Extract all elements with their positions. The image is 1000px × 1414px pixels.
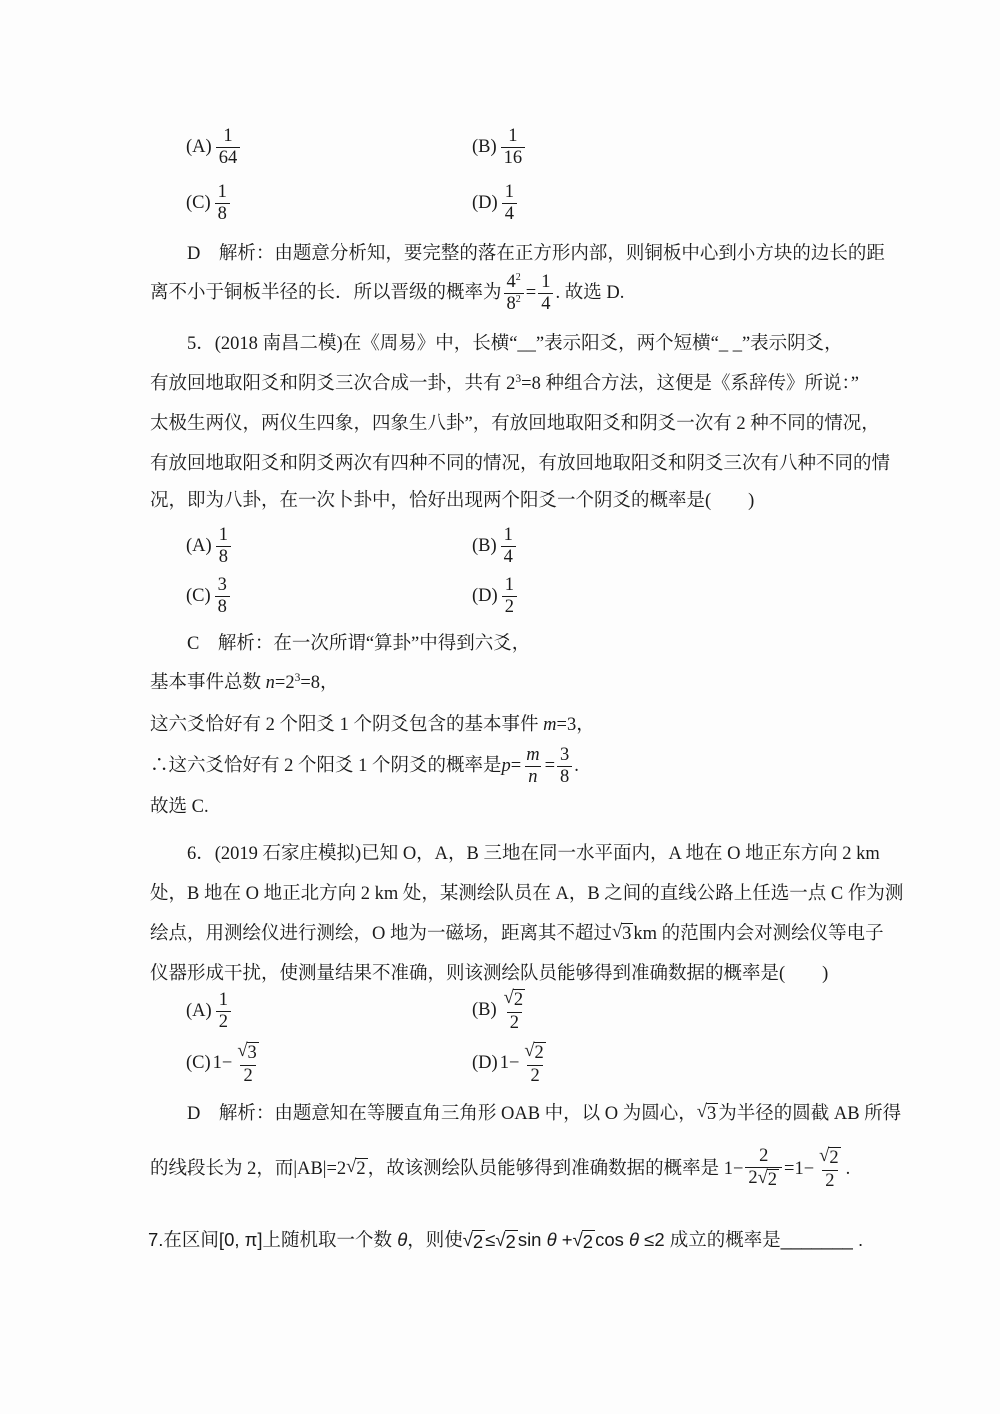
fraction-numerator: m: [526, 744, 540, 765]
q7-pre: 7.在区间[0, π]上随机取一个数: [148, 1229, 398, 1250]
exponent: 2: [515, 271, 521, 283]
fraction-denominator: 8: [216, 546, 231, 568]
fraction-denominator: [745, 1167, 782, 1192]
fraction-numerator: [521, 1041, 548, 1065]
q6-option-b: [472, 988, 530, 1034]
fraction-denominator: 2: [216, 1011, 231, 1033]
fraction-numerator: 1: [217, 181, 227, 202]
variable-m: m: [543, 715, 557, 735]
q4-result-fraction: [538, 272, 553, 314]
option-label: (A): [186, 136, 212, 157]
q7-stem-line: [148, 1226, 863, 1253]
less-equal-sign: ≤: [485, 1229, 496, 1250]
q6-options-row-1: [186, 988, 530, 1034]
q4-options-row-1: [186, 126, 527, 168]
q6-expl2-pre: 的线段长为 2，而|AB|=2: [150, 1158, 347, 1179]
radicand: 2: [767, 1169, 778, 1190]
q6-expl1-post: 为半径的圆截 AB 所得: [718, 1103, 902, 1124]
fraction-numerator: 1: [504, 574, 514, 595]
q5-line2-post: =8 种组合方法，这便是《系辞传》所说：”: [521, 374, 859, 394]
equals-sign: =: [510, 755, 522, 776]
q6-stem-line-3: [150, 916, 884, 952]
radical-sign: √: [462, 1229, 473, 1250]
q4-expl2-tail: . 故选 D.: [555, 282, 625, 303]
fraction-numerator: 1: [503, 524, 513, 545]
q5-expl2-mid: =2: [274, 673, 295, 693]
fraction-numerator: [234, 1041, 261, 1065]
fraction-numerator: [504, 272, 524, 293]
fraction-numerator: 1: [218, 524, 228, 545]
variable-p: p: [501, 755, 511, 776]
q5-option-b: [472, 525, 518, 567]
answer-blank: _______: [780, 1229, 853, 1250]
q6-prob-fraction: [745, 1146, 782, 1192]
fraction-denominator: 16: [501, 147, 526, 169]
sqrt-radical: [346, 1158, 367, 1181]
option-label: (B): [472, 1000, 497, 1021]
sqrt-radical: [612, 923, 633, 946]
fraction-denominator: [504, 293, 524, 315]
q6-expl2-post: .: [845, 1158, 851, 1179]
radicand: 3: [247, 1043, 257, 1064]
base: 8: [506, 293, 516, 314]
cos-function: cos: [595, 1229, 629, 1250]
q4-explanation-line-2: [150, 263, 624, 323]
base: 4: [506, 271, 516, 292]
q7-end-period: .: [852, 1229, 864, 1250]
fraction-denominator: 2: [240, 1065, 255, 1087]
radical-sign: √: [346, 1156, 357, 1177]
one-minus: 1−: [499, 1053, 520, 1074]
fraction-denominator: 2: [527, 1065, 542, 1087]
q5-mn-fraction: [523, 745, 542, 787]
exponent: 2: [515, 293, 521, 305]
one-minus: 1−: [212, 1053, 233, 1074]
q5-expl2-pre: 基本事件总数: [150, 673, 266, 693]
option-label: (D): [472, 192, 498, 213]
q5-options-row-1: [186, 524, 518, 568]
q5-expl3-pre: 这六爻恰好有 2 个阳爻 1 个阴爻包含的基本事件: [150, 715, 544, 735]
plus-sign: +: [556, 1229, 573, 1250]
radicand: 2: [356, 1158, 366, 1179]
radical-sign: √: [524, 1041, 535, 1062]
q5-explanation-line-1: C 解析：在一次所谓“算卦”中得到六爻，: [187, 634, 531, 654]
q5-stem-line-5: 况，即为八卦，在一次卜卦中，恰好出现两个阳爻一个阴爻的概率是( ): [150, 491, 755, 511]
q6-explanation-line-1: [187, 1096, 901, 1132]
q5-line2-pre: 有放回地取阳爻和阴爻三次合成一卦，共有 2: [150, 374, 516, 394]
fraction: [216, 990, 231, 1032]
q6-stem-line-1: 6．(2019 石家庄模拟)已知 O，A，B 三地在同一水平面内，A 地在 O 地正东方向 2 km: [187, 844, 880, 864]
q5-options-row-2: [186, 574, 519, 618]
variable-theta: θ: [397, 1229, 408, 1250]
sin-function: sin: [517, 1229, 547, 1250]
fraction: [501, 525, 516, 567]
fraction-denominator: 2: [507, 1012, 522, 1034]
variable-theta: θ: [629, 1229, 640, 1250]
fraction: [502, 575, 517, 617]
radical-sign: √: [819, 1146, 830, 1167]
exponent: 3: [515, 372, 522, 385]
fraction: [502, 182, 517, 224]
q5-stem-line-4: 有放回地取阳爻和阴爻两次有四种不同的情况，有放回地取阳爻和阴爻三次有八种不同的情: [150, 454, 891, 474]
radicand: 2: [534, 1043, 544, 1064]
q6-option-a: [186, 990, 472, 1032]
q5-option-d: [472, 575, 519, 617]
sqrt-radical: [524, 1042, 545, 1065]
radicand: 2: [829, 1148, 839, 1169]
fraction: [215, 575, 230, 617]
q5-expl2-post: =8，: [300, 673, 339, 693]
q5-option-c: [186, 575, 472, 617]
fraction: [215, 182, 230, 224]
fraction-numerator: 1: [218, 989, 228, 1010]
q5-stem-line-3: 太极生两仪，两仪生四象，四象生八卦”，有放回地取阳爻和阴爻一次有 2 种不同的情况，: [150, 414, 880, 434]
fraction-denominator: 64: [216, 147, 241, 169]
q7-tail: ≤2 成立的概率是: [639, 1229, 781, 1250]
fraction-numerator: [816, 1146, 843, 1170]
fraction: [501, 126, 526, 168]
sqrt-radical: [758, 1169, 779, 1192]
option-label: (C): [186, 1053, 211, 1074]
q6-stem-line-4: 仪器形成干扰，使测量结果不准确，则该测绘队员能够得到准确数据的概率是( ): [150, 964, 829, 984]
radicand: 2: [472, 1231, 484, 1252]
variable-theta: θ: [546, 1229, 557, 1250]
fraction-denominator: 2: [502, 596, 517, 618]
q5-stem-line-2: [150, 371, 859, 398]
fraction-numerator: 3: [217, 574, 227, 595]
fraction: [521, 1041, 548, 1087]
variable-n: n: [265, 673, 275, 693]
fraction-numerator: 3: [560, 744, 570, 765]
radicand: 2: [513, 990, 524, 1011]
q4-option-a: [186, 126, 472, 168]
sqrt-radical: [463, 1230, 485, 1253]
q4-expl2-text: 离不小于铜板半径的长．所以晋级的概率为: [150, 282, 502, 303]
option-label: (B): [472, 136, 497, 157]
option-label: (B): [472, 535, 497, 556]
q5-expl3-post: =3，: [556, 715, 595, 735]
q6-expl2-mid: ，故该测绘队员能够得到准确数据的概率是 1−: [367, 1158, 744, 1179]
q4-squares-fraction: [504, 272, 524, 314]
radical-sign: √: [696, 1101, 707, 1122]
q6-options-row-2: [186, 1040, 551, 1088]
fraction-denominator: 8: [215, 203, 230, 225]
fraction-numerator: 2: [759, 1146, 769, 1167]
sqrt-radical: [697, 1103, 718, 1126]
q5-option-a: [186, 525, 472, 567]
q5-expl4-post: .: [574, 755, 579, 776]
option-label: (D): [472, 1053, 498, 1074]
radical-sign: √: [503, 988, 514, 1009]
q5-explanation-line-5: 故选 C.: [150, 797, 209, 817]
option-label: (D): [472, 585, 498, 606]
q6-line3-pre: 绘点，用测绘仪进行测绘，O 地为一磁场，距离其不超过: [150, 923, 612, 944]
equals-sign: =: [525, 282, 537, 303]
q6-option-c: [186, 1041, 472, 1087]
q6-explanation-line-2: [150, 1140, 850, 1198]
option-label: (C): [186, 192, 211, 213]
sqrt-radical: [573, 1230, 595, 1253]
q5-explanation-line-2: [150, 670, 339, 697]
q4-option-c: [186, 182, 472, 224]
fraction-numerator: 1: [504, 181, 514, 202]
radical-sign: √: [572, 1229, 583, 1250]
radical-sign: √: [757, 1167, 768, 1188]
fraction-numerator: 1: [541, 271, 551, 292]
option-label: (A): [186, 1000, 212, 1021]
q6-expl1-pre: D 解析：由题意知在等腰直角三角形 OAB 中，以 O 为圆心，: [187, 1103, 697, 1124]
equals-sign: =: [544, 755, 556, 776]
q7-mid0: ，则使: [407, 1229, 463, 1250]
q5-explanation-line-4: [150, 742, 579, 790]
option-label: (A): [186, 535, 212, 556]
sqrt-radical: [237, 1042, 258, 1065]
q5-stem-line-1: 5．(2018 南昌二模)在《周易》中，长横“__”表示阳爻，两个短横“_ _”表示阴爻，: [187, 334, 843, 354]
fraction-denominator: 8: [215, 596, 230, 618]
q6-result-fraction: [816, 1146, 843, 1192]
q4-option-d: [472, 182, 519, 224]
fraction-numerator: 1: [223, 125, 233, 146]
q6-line3-post: km 的范围内会对测绘仪等电子: [633, 923, 884, 944]
exponent: 3: [294, 671, 301, 684]
fraction-numerator: 1: [508, 125, 518, 146]
fraction-denominator: 4: [538, 293, 553, 315]
radical-sign: √: [495, 1229, 506, 1250]
q5-explanation-line-3: [150, 712, 595, 739]
fraction-denominator: n: [525, 766, 540, 788]
radical-sign: √: [237, 1041, 248, 1062]
q5-expl4-pre: ∴这六爻恰好有 2 个阳爻 1 个阴爻的概率是: [150, 755, 502, 776]
q4-explanation-line-1: D 解析：由题意分析知，要完整的落在正方形内部，则铜板中心到小方块的边长的距: [187, 244, 885, 264]
fraction-denominator: 4: [502, 203, 517, 225]
radical-sign: √: [612, 921, 623, 942]
q6-stem-line-2: 处，B 地在 O 地正北方向 2 km 处，某测绘队员在 A，B 之间的直线公路上任选一点 C 作为测: [150, 884, 904, 904]
radicand: 3: [706, 1103, 717, 1124]
q6-option-d: [472, 1041, 551, 1087]
radicand: 3: [622, 923, 632, 944]
q4-option-b: [472, 126, 527, 168]
fraction: [501, 988, 528, 1034]
fraction-denominator: 2: [822, 1170, 837, 1192]
q6-expl2-equals: =1−: [784, 1158, 815, 1179]
sqrt-radical: [504, 989, 525, 1012]
sqrt-radical: [495, 1230, 517, 1253]
coefficient: 2: [748, 1167, 758, 1188]
q4-options-row-2: [186, 182, 519, 224]
option-label: (C): [186, 585, 211, 606]
fraction-denominator: 4: [501, 546, 516, 568]
fraction: [234, 1041, 261, 1087]
q5-result-fraction: [557, 745, 572, 787]
fraction: [216, 126, 241, 168]
sqrt-radical: [819, 1147, 840, 1170]
radicand: 2: [582, 1231, 594, 1252]
radicand: 2: [505, 1231, 516, 1252]
fraction-denominator: 8: [557, 766, 572, 788]
fraction: [216, 525, 231, 567]
fraction-numerator: [501, 988, 528, 1012]
